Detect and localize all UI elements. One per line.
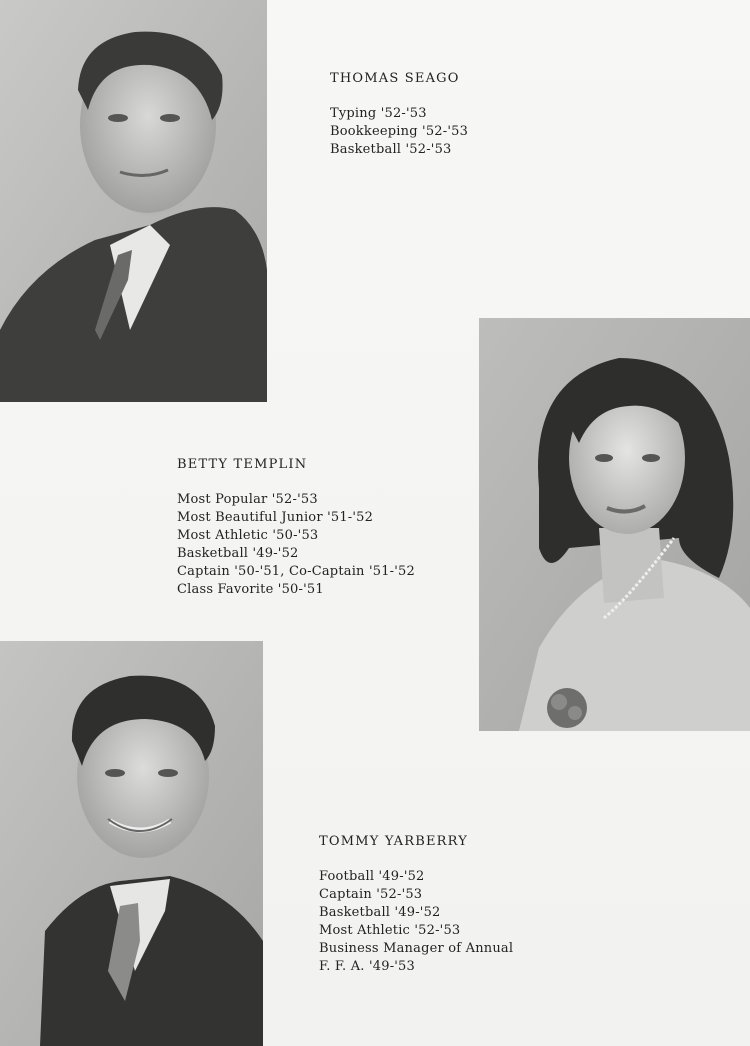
portrait-image [0, 0, 267, 402]
portrait-image [479, 318, 750, 731]
student-name: TOMMY YARBERRY [319, 834, 469, 849]
student-name: THOMAS SEAGO [330, 71, 460, 86]
caption-thomas-seago [330, 70, 468, 159]
activity-line: Business Manager of Annual [319, 941, 514, 956]
activity-line: Most Athletic '52-'53 [319, 923, 461, 938]
activity-line: Most Popular '52-'53 [177, 492, 318, 507]
caption-tommy-yarberry [319, 833, 513, 976]
activity-line: Class Favorite '50-'51 [177, 582, 324, 597]
activity-line: Most Athletic '50-'53 [177, 528, 319, 543]
activity-line: Bookkeeping '52-'53 [330, 124, 469, 139]
activity-line: Typing '52-'53 [330, 106, 427, 121]
activity-line: Captain '52-'53 [319, 887, 423, 902]
portrait-image [0, 641, 263, 1046]
activity-line: Football '49-'52 [319, 869, 425, 884]
activity-line: Captain '50-'51, Co-Captain '51-'52 [177, 564, 415, 579]
activity-line: Basketball '49-'52 [319, 905, 441, 920]
student-name: BETTY TEMPLIN [177, 457, 308, 472]
portrait-photo-tommy-yarberry [0, 641, 263, 1046]
activity-line: Most Beautiful Junior '51-'52 [177, 510, 374, 525]
portrait-photo-thomas-seago [0, 0, 267, 402]
portrait-photo-betty-templin [479, 318, 750, 731]
caption-betty-templin [177, 456, 415, 599]
activity-line: Basketball '52-'53 [330, 142, 452, 157]
activity-line: Basketball '49-'52 [177, 546, 299, 561]
activity-line: F. F. A. '49-'53 [319, 959, 415, 974]
